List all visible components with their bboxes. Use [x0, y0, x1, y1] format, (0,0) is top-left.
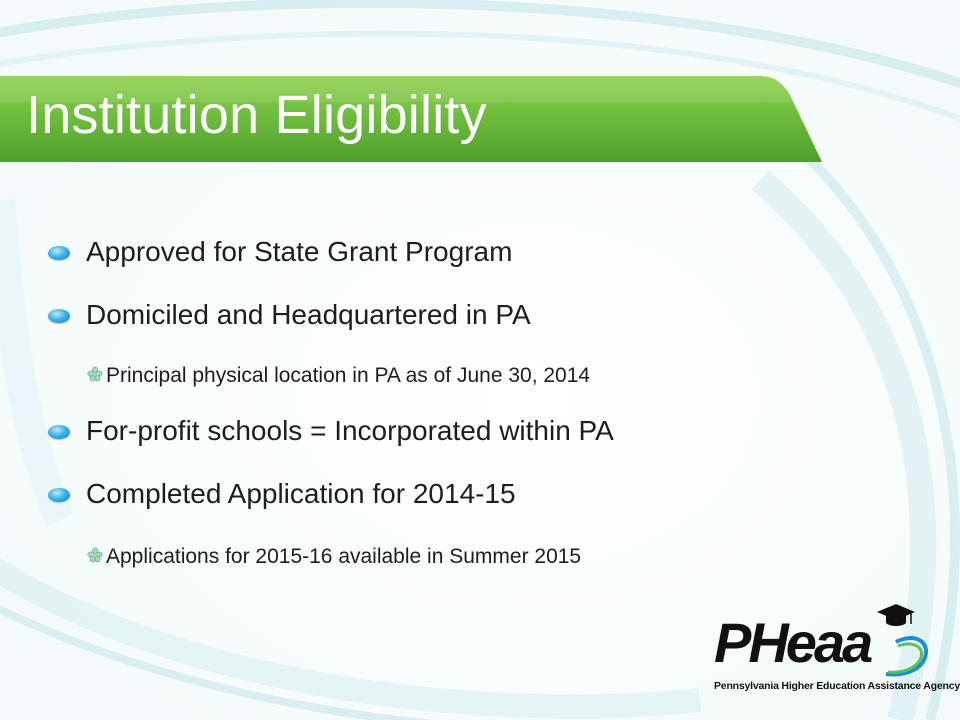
graduation-cap-icon [876, 602, 916, 632]
bullet-item: Approved for State Grant Program [86, 236, 513, 267]
logo-wordmark: PHeaa [714, 611, 871, 674]
bullet-dot-icon [48, 488, 70, 502]
bullet-item: Completed Application for 2014-15 [86, 478, 516, 509]
pheaa-logo [700, 602, 960, 702]
bullet-dot-icon [48, 309, 70, 323]
slide-title: Institution Eligibility [26, 85, 487, 145]
logo-tagline: Pennsylvania Higher Education Assistance Agency [714, 680, 960, 692]
sub-bullet-item: Principal physical location in PA as of June 30, 2014 [106, 364, 591, 387]
flower-bullet-icon [87, 366, 103, 382]
bullet-dot-icon [48, 246, 70, 260]
flower-bullet-icon [87, 547, 103, 563]
sub-bullet-item: Applications for 2015-16 available in Summer 2015 [106, 545, 582, 568]
bullet-dot-icon [48, 425, 70, 439]
bullet-item: For-profit schools = Incorporated within PA [86, 415, 614, 446]
bullet-item: Domiciled and Headquartered in PA [86, 299, 531, 330]
